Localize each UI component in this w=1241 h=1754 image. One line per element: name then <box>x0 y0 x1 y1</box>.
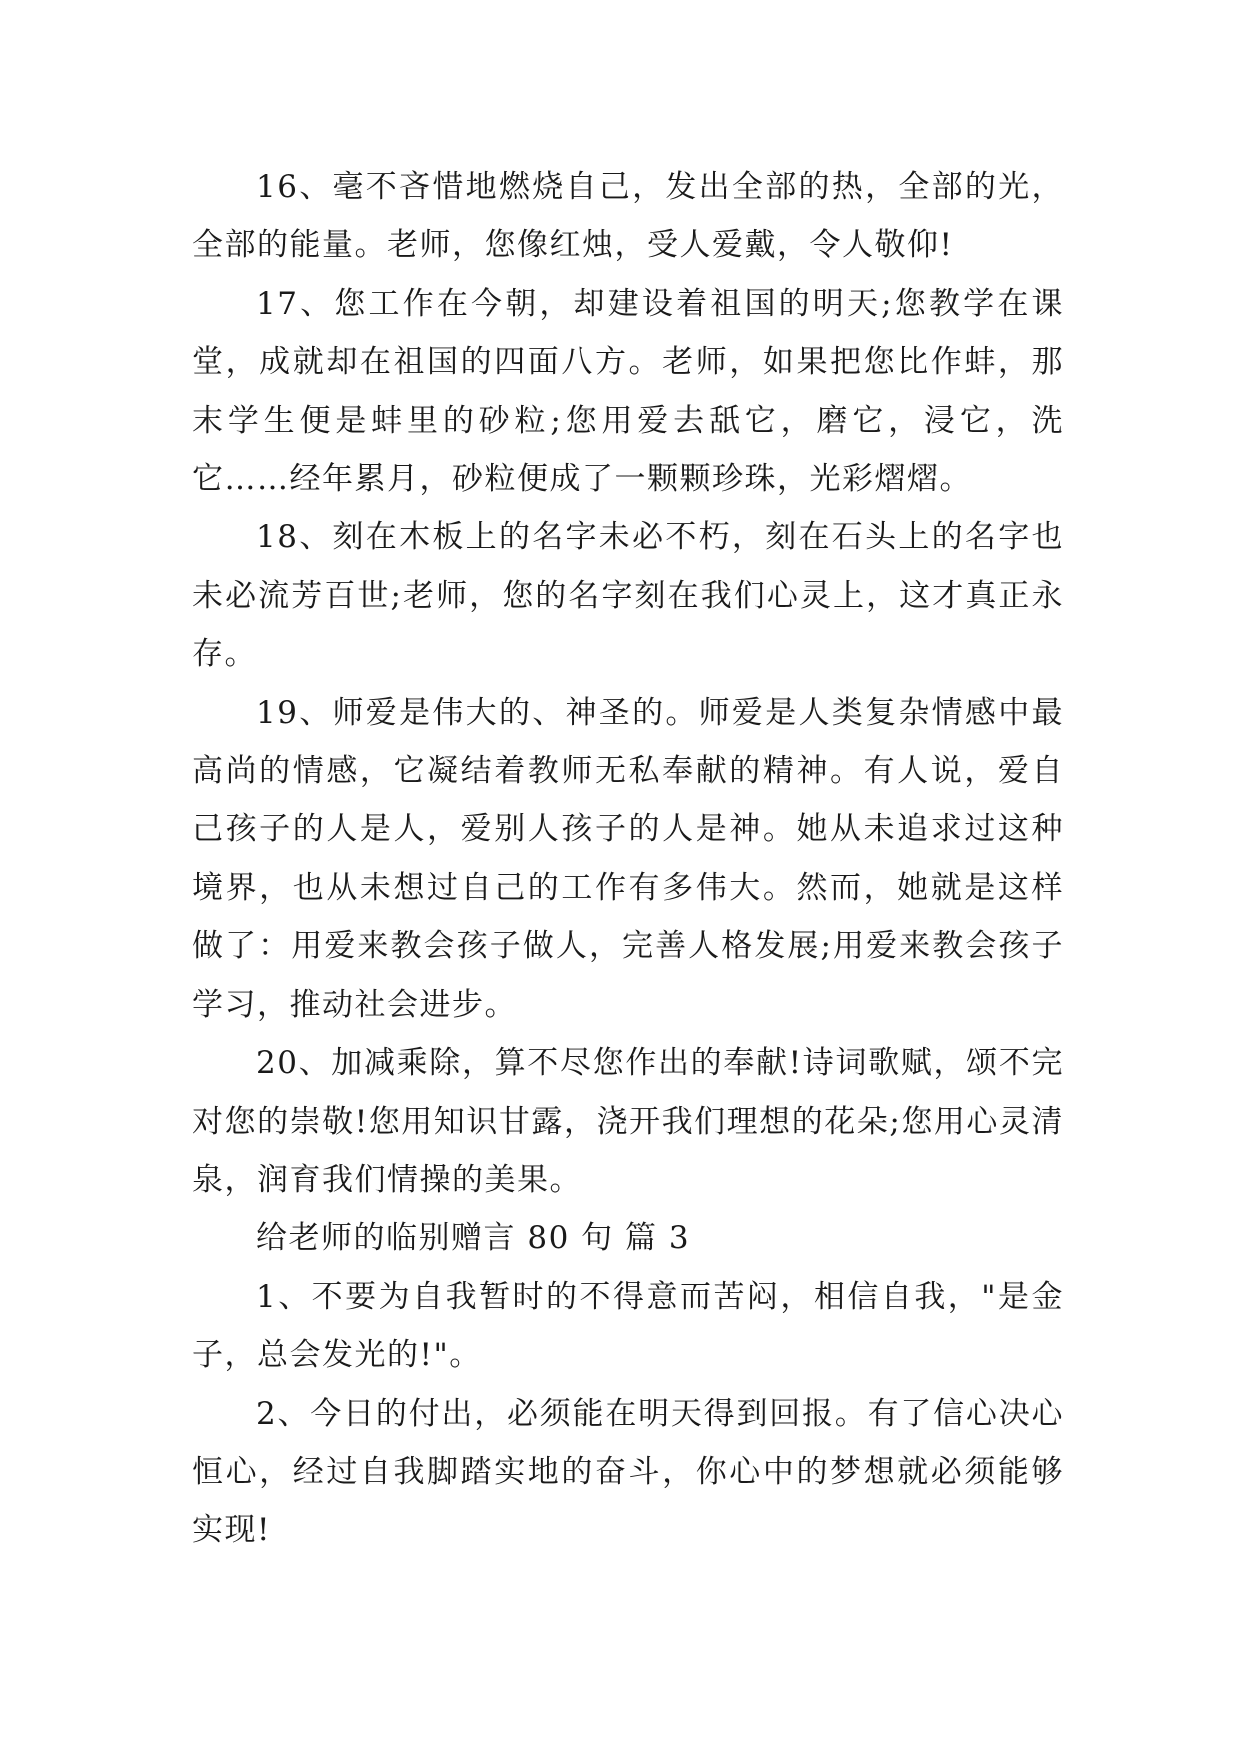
section-heading: 给老师的临别赠言 80 句 篇 3 <box>256 1220 691 1257</box>
section-paragraph-1: 1、不要为自我暂时的不得意而苦闷，相信自我，"是金子，总会发光的!"。 <box>192 1278 1064 1374</box>
paragraph-17: 17、您工作在今朝，却建设着祖国的明天;您教学在课堂，成就却在祖国的四面八方。老师，如果把您比作蚌，那末学生便是蚌里的砂粒;您用爱去舐它，磨它，浸它，洗它……经年累月，砂粒便成了一颗颗珍珠，光彩熠熠。 <box>192 285 1064 498</box>
paragraph-16: 16、毫不吝惜地燃烧自己，发出全部的热，全部的光，全部的能量。老师，您像红烛，受人爱戴，令人敬仰! <box>192 169 1064 264</box>
paragraph-18: 18、刻在木板上的名字未必不朽，刻在石头上的名字也未必流芳百世;老师，您的名字刻在我们心灵上，这才真正永存。 <box>192 519 1064 673</box>
paragraph-20: 20、加减乘除，算不尽您作出的奉献!诗词歌赋，颂不完对您的崇敬!您用知识甘露，浇开我们理想的花朵;您用心灵清泉，润育我们情操的美果。 <box>192 1045 1064 1198</box>
paragraph-19: 19、师爱是伟大的、神圣的。师爱是人类复杂情感中最高尚的情感，它凝结着教师无私奉献的精神。有人说，爱自己孩子的人是人，爱别人孩子的人是神。她从未追求过这种境界，也从未想过自己的工作有多伟大。然而，她就是这样做了：用爱来教会孩子做人，完善人格发展;用爱来教会孩子学习，推动社会进步。 <box>192 694 1064 1023</box>
section-paragraph-2: 2、今日的付出，必须能在明天得到回报。有了信心决心恒心，经过自我脚踏实地的奋斗，你心中的梦想就必须能够实现! <box>192 1395 1064 1549</box>
document-body <box>192 158 1064 1560</box>
